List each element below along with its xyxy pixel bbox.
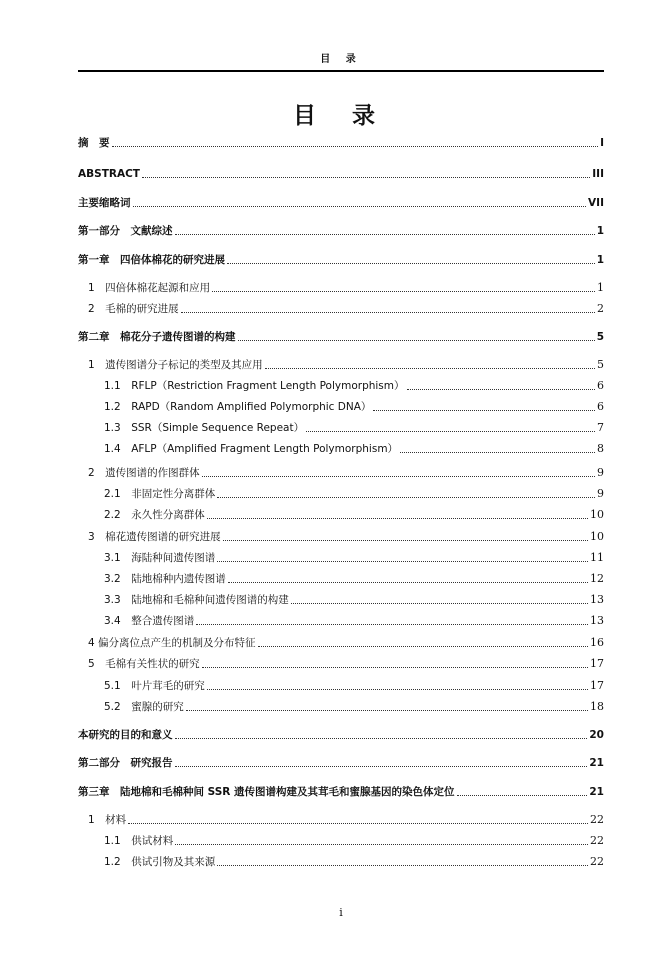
toc-leader-dots: [175, 766, 588, 767]
page-title: 目 录: [292, 103, 389, 129]
toc-entry[interactable]: [104, 377, 604, 393]
toc-entry[interactable]: [104, 698, 604, 714]
toc-leader-dots: [400, 452, 595, 453]
toc-entry-page: 18: [590, 700, 604, 713]
toc-leader-dots: [291, 603, 588, 604]
toc-entry[interactable]: [104, 853, 604, 869]
toc-entry[interactable]: [104, 677, 604, 693]
toc-entry[interactable]: [78, 222, 604, 238]
toc-entry-label: 2.2 永久性分离群体: [104, 509, 205, 521]
toc-entry-page: 11: [590, 551, 604, 564]
toc-entry-label: 2 遗传图谱的作图群体: [88, 467, 200, 479]
toc-entry-page: 13: [590, 593, 604, 606]
toc-entry-page: 5: [596, 331, 604, 343]
toc-leader-dots: [407, 389, 595, 390]
toc-entry-page: 8: [597, 442, 604, 455]
toc-entry-page: 1: [596, 225, 604, 237]
toc-leader-dots: [175, 234, 595, 235]
toc-leader-dots: [133, 206, 587, 207]
toc-leader-dots: [175, 844, 588, 845]
toc-entry[interactable]: [104, 419, 604, 435]
toc-entry[interactable]: [78, 194, 604, 210]
toc-entry-label: 1.3 SSR（Simple Sequence Repeat）: [104, 422, 305, 434]
toc-leader-dots: [457, 795, 588, 796]
toc-entry-label: 1 遗传图谱分子标记的类型及其应用: [88, 359, 263, 371]
toc-leader-dots: [228, 582, 588, 583]
running-header: 目 录: [320, 54, 362, 65]
toc-entry-label: 5.1 叶片茸毛的研究: [104, 680, 205, 692]
toc-entry-label: 摘 要: [78, 137, 110, 149]
toc-entry[interactable]: [104, 832, 604, 848]
toc-entry[interactable]: [78, 726, 604, 742]
toc-entry[interactable]: [88, 811, 604, 827]
toc-entry-page: 7: [597, 421, 604, 434]
toc-entry[interactable]: [104, 506, 604, 522]
toc-entry-label: 1 四倍体棉花起源和应用: [88, 282, 211, 294]
toc-leader-dots: [175, 738, 588, 739]
toc-entry-page: 21: [589, 786, 604, 798]
toc-leader-dots: [217, 865, 588, 866]
toc-entry[interactable]: [104, 591, 604, 607]
toc-entry-label: 第一部分 文献综述: [78, 225, 173, 237]
toc-entry-label: 5.2 蜜腺的研究: [104, 701, 184, 713]
toc-entry-label: 本研究的目的和意义: [78, 729, 173, 741]
toc-leader-dots: [217, 561, 588, 562]
toc-entry[interactable]: [104, 398, 604, 414]
toc-entry-page: 16: [590, 636, 604, 649]
toc-leader-dots: [227, 263, 595, 264]
header-rule: [78, 70, 604, 72]
toc-entry-label: 1.1 RFLP（Restriction Fragment Length Polymorphism）: [104, 380, 405, 392]
toc-entry-label: 3.3 陆地棉和毛棉种间遗传图谱的构建: [104, 594, 289, 606]
toc-leader-dots: [265, 368, 595, 369]
toc-entry-page: 9: [597, 487, 604, 500]
toc-leader-dots: [238, 340, 595, 341]
toc-entry-page: 10: [590, 530, 604, 543]
toc-entry-label: 3.2 陆地棉种内遗传图谱: [104, 573, 226, 585]
toc-leader-dots: [196, 624, 588, 625]
toc-leader-dots: [223, 540, 588, 541]
toc-entry-page: 1: [596, 254, 604, 266]
toc-entry-label: 第三章 陆地棉和毛棉种间 SSR 遗传图谱构建及其茸毛和蜜腺基因的染色体定位: [78, 786, 455, 798]
toc-leader-dots: [258, 646, 588, 647]
toc-entry-label: 1.2 RAPD（Random Amplified Polymorphic DNA）: [104, 401, 372, 413]
toc-entry-label: 主要缩略词: [78, 197, 131, 209]
toc-entry[interactable]: [104, 570, 604, 586]
toc-entry-label: 2.1 非固定性分离群体: [104, 488, 216, 500]
toc-leader-dots: [128, 823, 588, 824]
toc-entry-label: 第一章 四倍体棉花的研究进展: [78, 254, 225, 266]
toc-entry-page: 6: [597, 379, 604, 392]
toc-entry[interactable]: [78, 328, 604, 344]
toc-entry-page: 9: [597, 466, 604, 479]
toc-entry-page: 12: [590, 572, 604, 585]
toc-leader-dots: [207, 689, 588, 690]
toc-entry-page: VII: [588, 197, 604, 209]
toc-leader-dots: [142, 177, 590, 178]
toc-leader-dots: [202, 476, 595, 477]
toc-leader-dots: [306, 431, 595, 432]
toc-entry-page: 22: [590, 834, 604, 847]
toc-leader-dots: [207, 518, 588, 519]
toc-leader-dots: [112, 146, 599, 147]
toc-entry[interactable]: [88, 655, 604, 671]
toc-entry-label: 2 毛棉的研究进展: [88, 303, 179, 315]
toc-entry-page: 17: [590, 679, 604, 692]
toc-entry-label: 第二章 棉花分子遗传图谱的构建: [78, 331, 236, 343]
toc-entry[interactable]: [78, 134, 604, 150]
toc-entry-page: 21: [589, 757, 604, 769]
toc-entry-label: 3.4 整合遗传图谱: [104, 615, 195, 627]
page-number: i: [339, 906, 343, 919]
toc-entry-page: I: [600, 137, 604, 149]
toc-entry-label: 4 偏分离位点产生的机制及分布特征: [88, 637, 256, 649]
toc-entry-label: 第二部分 研究报告: [78, 757, 173, 769]
toc-entry[interactable]: [88, 634, 604, 650]
toc-entry-page: 22: [590, 855, 604, 868]
toc-entry[interactable]: [104, 549, 604, 565]
toc-entry-page: 6: [597, 400, 604, 413]
toc-entry[interactable]: [78, 783, 604, 799]
toc-entry[interactable]: [88, 300, 604, 316]
toc-entry-label: 1.2 供试引物及其来源: [104, 856, 216, 868]
toc-entry-page: 1: [597, 281, 604, 294]
toc-leader-dots: [186, 710, 588, 711]
toc-entry[interactable]: [88, 528, 604, 544]
toc-entry-page: 22: [590, 813, 604, 826]
toc-entry-label: 1 材料: [88, 814, 127, 826]
toc-entry-label: 1.4 AFLP（Amplified Fragment Length Polymorphism）: [104, 443, 399, 455]
toc-entry[interactable]: [78, 165, 604, 181]
toc-leader-dots: [181, 312, 595, 313]
toc-entry[interactable]: [104, 485, 604, 501]
toc-entry-page: 13: [590, 614, 604, 627]
toc-entry-page: 5: [597, 358, 604, 371]
toc-entry-page: 10: [590, 508, 604, 521]
toc-entry-label: 3 棉花遗传图谱的研究进展: [88, 531, 221, 543]
toc-leader-dots: [373, 410, 595, 411]
toc-leader-dots: [212, 291, 595, 292]
toc-entry[interactable]: [78, 251, 604, 267]
toc-entry[interactable]: [88, 279, 604, 295]
toc-entry-label: 3.1 海陆种间遗传图谱: [104, 552, 216, 564]
toc-entry[interactable]: [78, 754, 604, 770]
toc-entry-page: 20: [589, 729, 604, 741]
toc-entry-page: 2: [597, 302, 604, 315]
toc-leader-dots: [217, 497, 595, 498]
toc-entry[interactable]: [88, 464, 604, 480]
toc-entry-label: ABSTRACT: [78, 168, 140, 180]
toc-entry-label: 1.1 供试材料: [104, 835, 174, 847]
toc-leader-dots: [202, 667, 588, 668]
toc-entry[interactable]: [104, 612, 604, 628]
toc-entry[interactable]: [88, 356, 604, 372]
toc-entry-page: III: [592, 168, 604, 180]
toc-entry[interactable]: [104, 440, 604, 456]
toc-entry-page: 17: [590, 657, 604, 670]
toc-entry-label: 5 毛棉有关性状的研究: [88, 658, 200, 670]
